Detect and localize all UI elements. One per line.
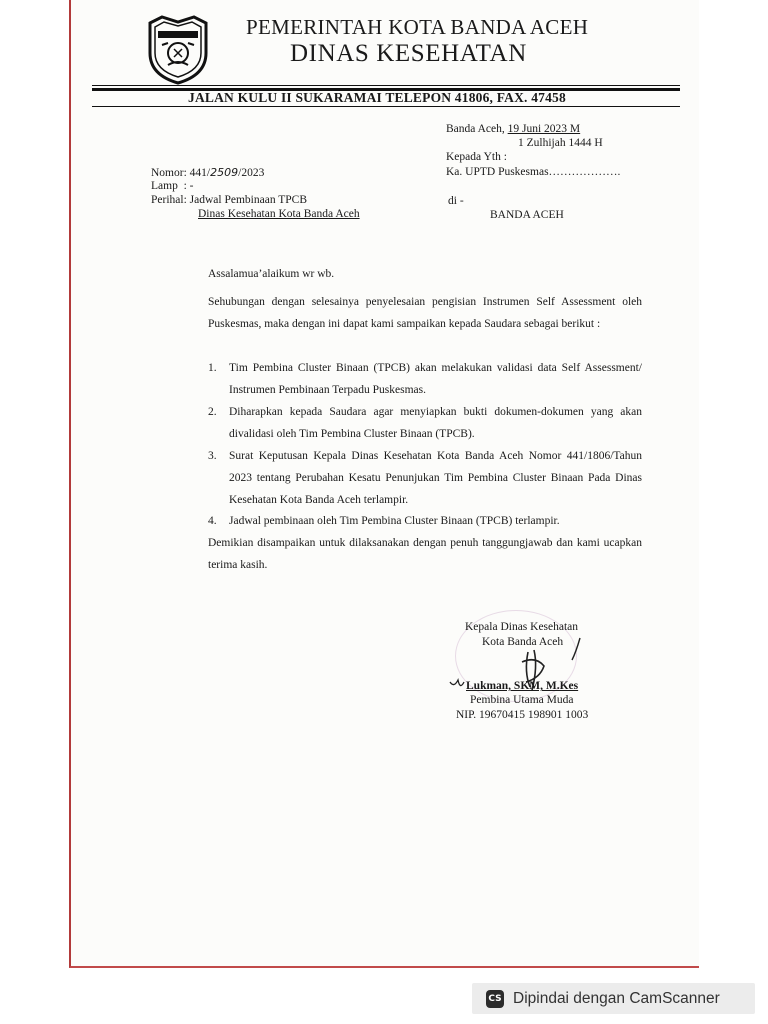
date-gregorian: 19 Juni 2023 M — [507, 123, 581, 135]
letterhead-rule-bottom — [92, 106, 680, 107]
list-item-number: 4. — [208, 515, 217, 527]
recipient-name: Ka. UPTD Puskesmas………………. — [446, 166, 621, 178]
camscanner-icon: CS — [486, 990, 504, 1008]
perihal-line2: Dinas Kesehatan Kota Banda Aceh — [198, 208, 360, 220]
signature-nip: NIP. 19670415 198901 1003 — [456, 709, 589, 721]
letterhead-rule-top — [92, 85, 680, 86]
list-item-number: 2. — [208, 406, 217, 418]
lamp-label: Lamp — [151, 180, 178, 192]
signature-title1: Kepala Dinas Kesehatan — [465, 621, 579, 633]
list-item-text: Tim Pembina Cluster Binaan (TPCB) akan melakukan validasi data Self Assessment/ Instrumen Pembinaan Terpadu Puskesmas. — [229, 362, 642, 396]
signature-name: Lukman, SKM, M.Kes — [466, 680, 579, 692]
intro-paragraph — [208, 291, 642, 335]
lamp-value: - — [189, 180, 194, 192]
list-item-number: 3. — [208, 450, 217, 462]
item-list-2 — [208, 401, 642, 445]
list-item — [208, 510, 642, 532]
camscanner-badge — [472, 983, 755, 1014]
signature-rank: Pembina Utama Muda — [470, 694, 574, 706]
nomor-suffix: /2023 — [238, 167, 265, 179]
date-line — [446, 123, 580, 135]
list-item — [208, 401, 642, 445]
letterhead-office: DINAS KESEHATAN — [290, 40, 527, 67]
greeting: Assalamua’alaikum wr wb. — [208, 268, 335, 280]
lamp-row: Lamp : - — [151, 180, 194, 192]
recipient-kepada: Kepada Yth : — [446, 151, 507, 163]
list-item — [208, 357, 642, 401]
closing-text: Demikian disampaikan untuk dilaksanakan dengan penuh tanggungjawab dan kami ucapkan terima kasih. — [208, 537, 642, 571]
list-item — [208, 445, 642, 511]
list-item-number: 1. — [208, 362, 217, 374]
item-list — [208, 357, 642, 401]
nomor-row: Nomor: 441/2509/2023 — [151, 166, 265, 179]
perihal-row: Perihal: Jadwal Pembinaan TPCB — [151, 194, 307, 206]
list-item-text: Jadwal pembinaan oleh Tim Pembina Cluster Binaan (TPCB) terlampir. — [229, 515, 560, 527]
letterhead-government: PEMERINTAH KOTA BANDA ACEH — [246, 15, 589, 39]
signature-title2: Kota Banda Aceh — [482, 636, 564, 648]
city-emblem-icon — [146, 13, 210, 85]
recipient-city: BANDA ACEH — [490, 209, 564, 221]
perihal-label: Perihal — [151, 194, 184, 206]
recipient-di: di - — [448, 195, 464, 207]
date-hijri: 1 Zulhijah 1444 H — [518, 137, 603, 149]
closing-paragraph — [208, 532, 642, 576]
camscanner-label: Dipindai dengan CamScanner — [513, 989, 720, 1007]
list-item-text: Diharapkan kepada Saudara agar menyiapkan bukti dokumen-dokumen yang akan divalidasi oleh Tim Pembina Cluster Binaan (TPCB). — [229, 406, 642, 440]
item-list-3 — [208, 445, 642, 511]
date-place: Banda Aceh, — [446, 123, 505, 135]
nomor-label: Nomor — [151, 167, 184, 179]
item-list-4 — [208, 510, 642, 532]
letterhead-address: JALAN KULU II SUKARAMAI TELEPON 41806, FAX. 47458 — [188, 90, 566, 105]
list-item-text: Surat Keputusan Kepala Dinas Kesehatan Kota Banda Aceh Nomor 441/1806/Tahun 2023 tentang Perubahan Kesatu Penunjukan Tim Pembina Cluster Binaan Pada Dinas Kesehatan Kota Banda Aceh terlampir. — [229, 450, 642, 506]
nomor-prefix: 441/ — [189, 167, 211, 179]
intro-text: Sehubungan dengan selesainya penyelesaian pengisian Instrumen Self Assessment oleh Puskesmas, maka dengan ini dapat kami sampaikan kepada Saudara sebagai berikut : — [208, 296, 642, 330]
nomor-handwritten: 2509 — [210, 166, 239, 179]
perihal-line1: Jadwal Pembinaan TPCB — [189, 194, 307, 206]
